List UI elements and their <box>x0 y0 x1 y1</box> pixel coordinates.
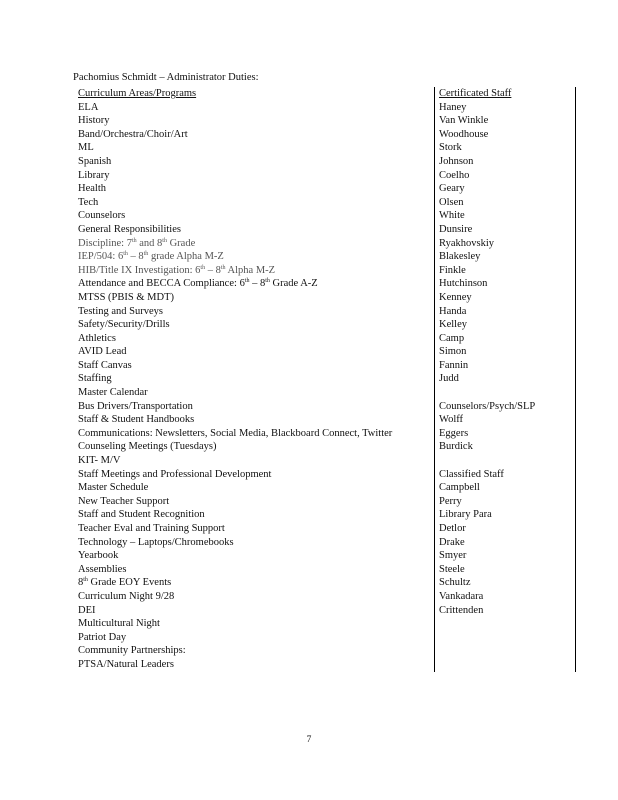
curriculum-item: PTSA/Natural Leaders <box>78 658 174 670</box>
staff-name: Dunsire <box>439 223 473 235</box>
curriculum-item: Staff Canvas <box>78 359 132 371</box>
staff-name: Smyer <box>439 550 467 562</box>
curriculum-item: DEI <box>78 604 96 616</box>
page-heading: Pachomius Schmidt – Administrator Duties: <box>73 72 259 83</box>
staff-name: Olsen <box>439 196 464 208</box>
staff-name: Library Para <box>439 509 492 521</box>
curriculum-item: Tech <box>78 196 99 208</box>
curriculum-item: Technology – Laptops/Chromebooks <box>78 536 234 548</box>
curriculum-item: New Teacher Support <box>78 495 170 507</box>
page-number: 7 <box>306 735 312 745</box>
staff-name: Finkle <box>439 264 466 276</box>
curriculum-item: Staffing <box>78 373 112 385</box>
staff-name: Van Winkle <box>439 115 489 127</box>
staff-name: Crittenden <box>439 604 484 616</box>
curriculum-item: Master Schedule <box>78 482 149 494</box>
staff-name: Campbell <box>439 482 480 494</box>
curriculum-item: 8th Grade EOY Events <box>78 577 172 589</box>
curriculum-item: Staff Meetings and Professional Development <box>78 468 272 480</box>
curriculum-item: Yearbook <box>78 550 119 562</box>
curriculum-item: Athletics <box>78 332 116 344</box>
curriculum-item: Health <box>78 183 106 195</box>
curriculum-item: AVID Lead <box>78 346 127 358</box>
duties-table <box>73 87 576 672</box>
staff-name: Fannin <box>439 359 469 371</box>
staff-name: Handa <box>439 305 467 317</box>
curriculum-item: Testing and Surveys <box>78 305 164 317</box>
staff-name: Coelho <box>439 169 470 181</box>
certificated-staff-header: Certificated Staff <box>439 88 512 99</box>
column-divider <box>434 87 435 672</box>
staff-name: Ryakhovskiy <box>439 237 494 249</box>
curriculum-item: KIT- M/V <box>78 455 121 467</box>
staff-name: Kenney <box>439 291 472 303</box>
staff-name: Perry <box>439 495 462 507</box>
staff-name: Johnson <box>439 155 474 167</box>
staff-name: Geary <box>439 183 465 195</box>
staff-name: Drake <box>439 536 465 548</box>
staff-name: Judd <box>439 373 459 385</box>
curriculum-item: Counseling Meetings (Tuesdays) <box>78 441 217 453</box>
curriculum-item: Spanish <box>78 155 112 167</box>
curriculum-item: Assemblies <box>78 563 127 575</box>
staff-name: Hutchinson <box>439 278 488 290</box>
staff-name: Eggers <box>439 427 469 439</box>
staff-name: Woodhouse <box>439 128 489 140</box>
curriculum-item: HIB/Title IX Investigation: 6th – 8th Alpha M-Z <box>78 264 276 276</box>
curriculum-item: Patriot Day <box>78 631 127 643</box>
staff-name: Wolff <box>439 414 464 426</box>
curriculum-item: Community Partnerships: <box>78 645 186 657</box>
curriculum-item: Teacher Eval and Training Support <box>78 523 225 534</box>
staff-name: Kelley <box>439 319 467 331</box>
table-right-border <box>575 87 576 672</box>
counselors-header: Counselors/Psych/SLP <box>439 400 536 412</box>
staff-name: Schultz <box>439 577 471 589</box>
staff-name: Steele <box>439 563 465 575</box>
curriculum-item: Staff and Student Recognition <box>78 509 205 521</box>
curriculum-item: Safety/Security/Drills <box>78 319 170 331</box>
classified-staff-header: Classified Staff <box>439 468 504 480</box>
staff-name: Stork <box>439 142 462 154</box>
curriculum-header: Curriculum Areas/Programs <box>78 88 197 99</box>
staff-name: Simon <box>439 346 467 358</box>
curriculum-item: ELA <box>78 101 99 113</box>
curriculum-item: Band/Orchestra/Choir/Art <box>78 128 188 140</box>
staff-name: White <box>439 210 465 222</box>
staff-name: Detlor <box>439 523 466 534</box>
curriculum-item: Staff & Student Handbooks <box>78 414 195 426</box>
staff-name: Blakesley <box>439 251 481 263</box>
curriculum-column <box>78 87 434 672</box>
staff-name: Vankadara <box>439 590 484 602</box>
curriculum-item: Counselors <box>78 210 126 222</box>
curriculum-item: Library <box>78 169 110 181</box>
curriculum-item: General Responsibilities <box>78 223 181 235</box>
staff-name: Camp <box>439 332 465 344</box>
curriculum-item: Communications: Newsletters, Social Media, Blackboard Connect, Twitter <box>78 427 393 439</box>
curriculum-item: Bus Drivers/Transportation <box>78 400 193 412</box>
curriculum-item: Attendance and BECCA Compliance: 6th – 8th Grade A-Z <box>78 278 318 290</box>
curriculum-item: Curriculum Night 9/28 <box>78 590 175 602</box>
curriculum-item: Discipline: 7th and 8th Grade <box>78 237 196 249</box>
curriculum-item: IEP/504: 6th – 8th grade Alpha M-Z <box>78 251 224 263</box>
curriculum-item: ML <box>78 142 94 154</box>
curriculum-item: MTSS (PBIS & MDT) <box>78 291 174 303</box>
staff-column <box>439 87 569 617</box>
spacer <box>439 386 569 400</box>
staff-name: Haney <box>439 101 467 113</box>
curriculum-item: History <box>78 115 110 127</box>
curriculum-item: Multicultural Night <box>78 618 160 630</box>
spacer <box>439 454 569 468</box>
staff-name: Burdick <box>439 441 473 453</box>
curriculum-item: Master Calendar <box>78 387 148 399</box>
